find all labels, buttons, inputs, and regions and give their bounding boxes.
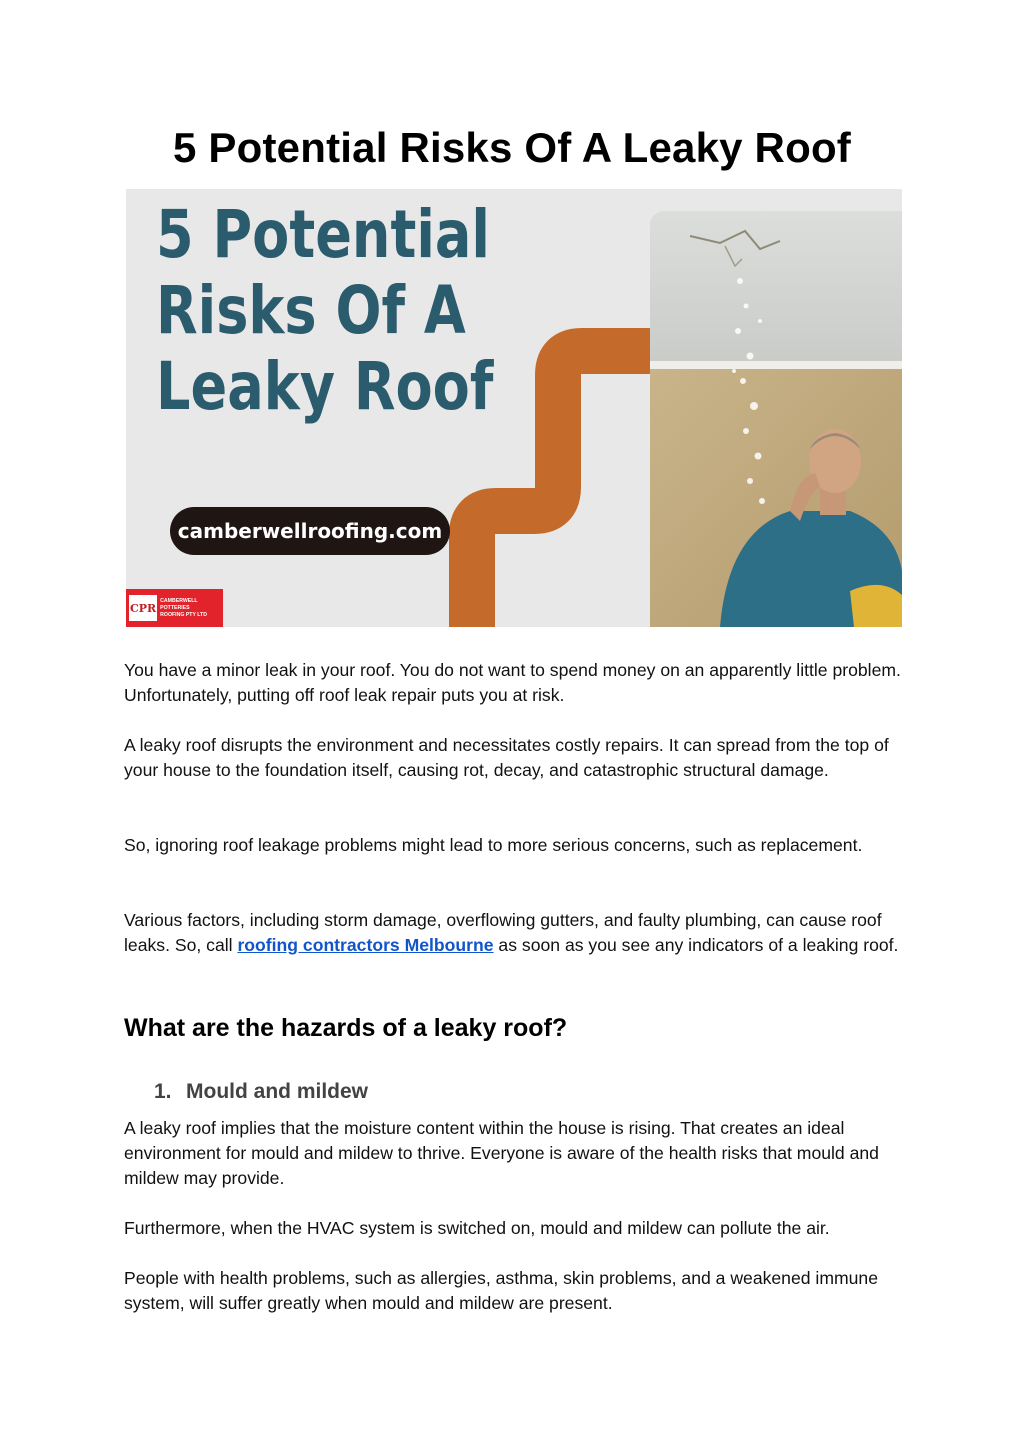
banner-headline-line: Leaky Roof xyxy=(156,348,494,425)
page-title: 5 Potential Risks Of A Leaky Roof xyxy=(173,124,851,171)
paragraph-text: as soon as you see any indicators of a leaking roof. xyxy=(493,935,899,955)
logo-text xyxy=(160,598,223,619)
banner-headline-line: 5 Potential xyxy=(156,196,490,273)
company-logo xyxy=(126,589,223,627)
section-heading: What are the hazards of a leaky roof? xyxy=(124,1014,568,1042)
leak-photo xyxy=(650,211,902,627)
banner-headline-line: Risks Of A xyxy=(156,272,466,349)
section-paragraph: A leaky roof implies that the moisture content within the house is rising. That creates an ideal environment for mould and mildew to thrive. Everyone is aware of the health risks that mould and mildew may provide. xyxy=(124,1118,879,1188)
banner-headline xyxy=(156,197,493,425)
logo-mark: CPR xyxy=(129,595,157,621)
list-item-title: Mould and mildew xyxy=(186,1080,368,1103)
section-paragraph: People with health problems, such as allergies, asthma, skin problems, and a weakened immune system, will suffer greatly when mould and mildew are present. xyxy=(124,1268,878,1313)
section-paragraph: Furthermore, when the HVAC system is switched on, mould and mildew can pollute the air. xyxy=(124,1218,830,1238)
list-number: 1. xyxy=(154,1080,172,1103)
roofing-contractors-link[interactable]: roofing contractors Melbourne xyxy=(237,935,494,955)
intro-paragraph: So, ignoring roof leakage problems might lead to more serious concerns, such as replacement. xyxy=(124,835,863,855)
list-item-heading xyxy=(154,1080,368,1104)
intro-paragraph: You have a minor leak in your roof. You do not want to spend money on an apparently little problem. Unfortunately, putting off roof leak repair puts you at risk. xyxy=(124,660,901,705)
intro-paragraph: A leaky roof disrupts the environment and necessitates costly repairs. It can spread from the top of your house to the foundation itself, causing rot, decay, and catastrophic structural damage. xyxy=(124,735,889,780)
website-pill: camberwellroofing.com xyxy=(170,507,450,555)
logo-line: CAMBERWELL POTTERIES xyxy=(160,597,198,611)
intro-paragraph xyxy=(124,908,914,958)
hero-banner-image xyxy=(126,189,902,627)
logo-line: ROOFING PTY LTD xyxy=(160,611,207,618)
paragraph-text: Various factors, including storm damage, overflowing gutters, and faulty plumbing, can cause roof leaks. So, call xyxy=(124,910,882,955)
